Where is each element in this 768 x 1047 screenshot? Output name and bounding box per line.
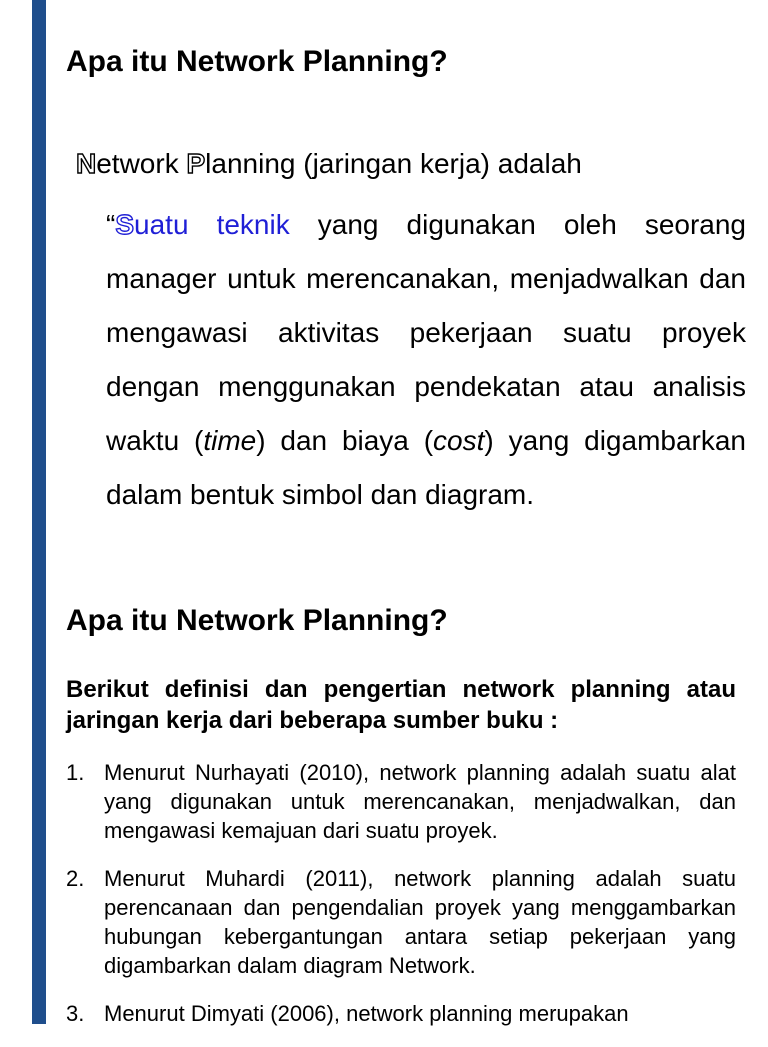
quote-open-mark: “ [106,209,116,240]
lead-text-part: etwork [96,148,187,179]
left-accent-bar [32,0,46,1024]
slide1-lead-text [76,146,582,181]
quote-body-text: ) yang digambarkan dalam bentuk simbol dan diagram. [106,425,747,510]
slide2-title: Apa itu Network Planning? [66,604,448,637]
definition-item [66,758,736,845]
quote-body-text: ) dan biaya ( [256,425,434,456]
definition-text: Menurut Dimyati (2006), network planning merupakan [104,1001,629,1026]
definition-list [66,758,736,1047]
italic-term-time: time [203,425,257,456]
slide2-intro: Berikut definisi dan pengertian network planning atau jaringan kerja dari beberapa sumber buku : [66,676,736,734]
quote-body-text: yang digunakan oleh seorang manager untuk merencanakan, menjadwalkan dan mengawasi aktivitas pekerjaan suatu proyek dengan menggunakan pendekatan atau analisis waktu ( [106,209,747,456]
outline-letter-n: N [76,148,97,179]
lead-text-part: lanning (jaringan kerja) adalah [205,148,582,179]
highlighted-term: uatu teknik [134,209,290,240]
definition-text: Menurut Nurhayati (2010), network planning adalah suatu alat yang digunakan untuk merencanakan, menjadwalkan, dan mengawasi kemajuan dari suatu proyek. [104,760,736,843]
definition-text: Menurut Muhardi (2011), network planning adalah suatu perencanaan dan pengendalian proyek yang menggambarkan hubungan kebergantungan antara setiap pekerjaan yang digambarkan dalam diagram Network. [104,866,736,978]
definition-number: 1. [66,760,85,785]
slide1-definition-quote [106,198,746,522]
outline-letter-s: S [115,209,135,240]
definition-number: 3. [66,1001,85,1026]
slide1-title: Apa itu Network Planning? [66,45,448,78]
outline-letter-p: P [186,148,206,179]
definition-item [66,864,736,980]
definition-number: 2. [66,866,85,891]
italic-term-cost: cost [433,425,485,456]
